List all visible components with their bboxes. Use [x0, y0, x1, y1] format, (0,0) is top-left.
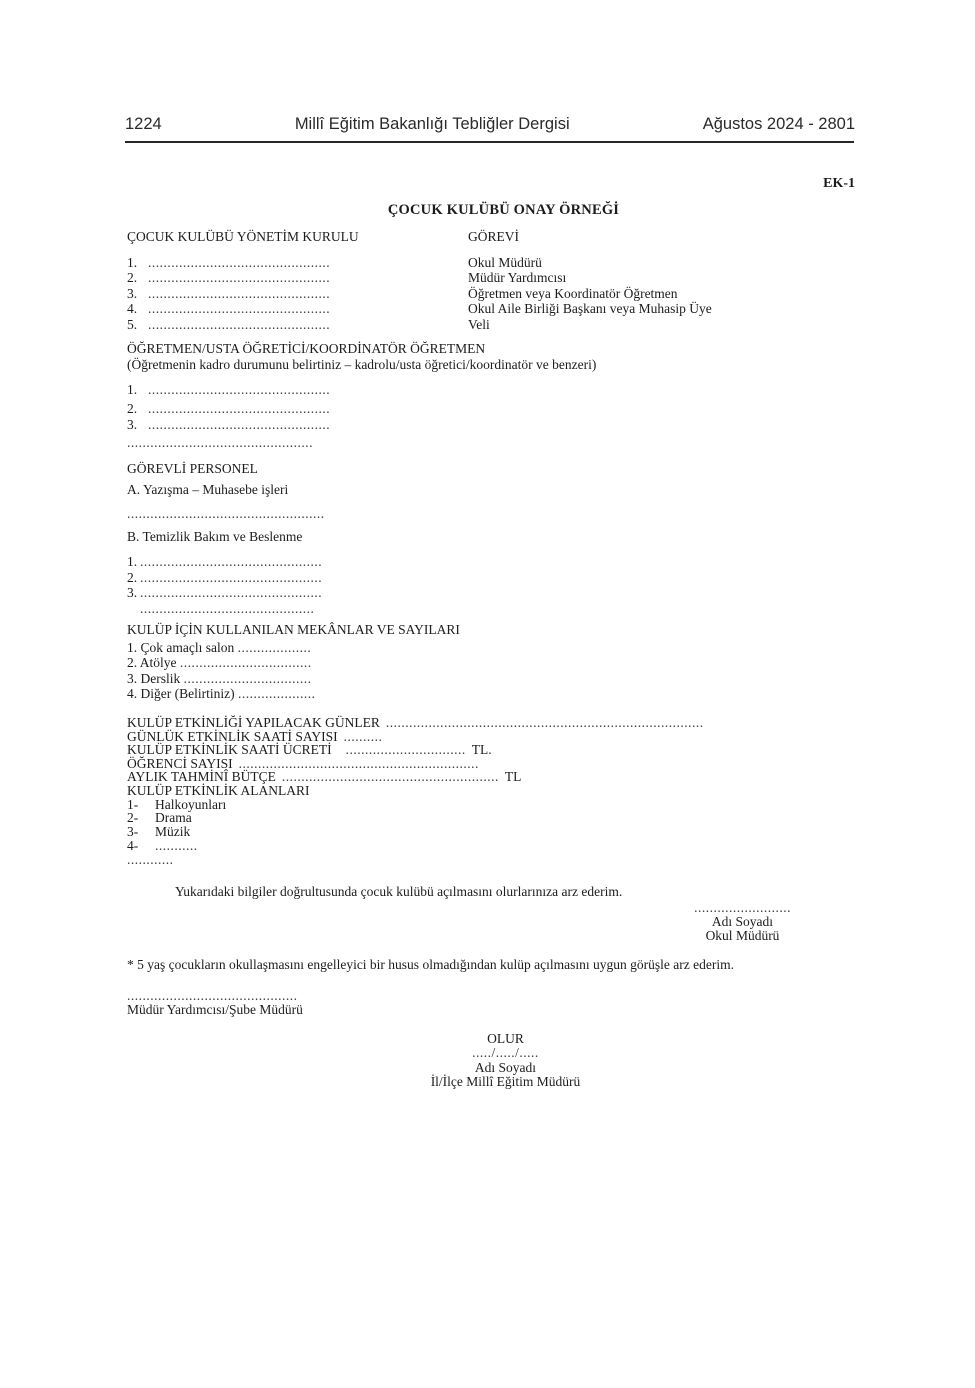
staff-section [127, 461, 857, 616]
dotted-line: ............ [127, 852, 174, 868]
venue-item [127, 655, 857, 671]
document-title: ÇOCUK KULÜBÜ ONAY ÖRNEĞİ [387, 202, 620, 218]
dotted-line: .................... [237, 686, 316, 701]
activity-area-item [127, 825, 857, 839]
detail-label: ÖĞRENCİ SAYISI [127, 755, 233, 771]
dotted-line: ............................................... [148, 285, 331, 301]
approval-name: Adı Soyadı [474, 1059, 537, 1075]
venue-item [127, 671, 857, 687]
journal-header [125, 115, 855, 134]
approval-date-line: ...../...../..... [472, 1045, 539, 1061]
dotted-line: .......... [343, 728, 383, 744]
approval-block [0, 1032, 975, 1090]
dotted-line: ................................................ [127, 435, 313, 450]
dotted-line: .................................. [179, 655, 312, 670]
signature-title: Okul Müdürü [705, 928, 780, 943]
detail-label: KULÜP ETKİNLİK SAATİ ÜCRETİ [127, 742, 332, 758]
staff-row [127, 585, 857, 601]
header-journal-title: Millî Eğitim Bakanlığı Tebliğler Dergisi [294, 115, 570, 133]
dotted-line: ............................................... [140, 554, 323, 569]
board-row [127, 301, 857, 317]
venue-label: 3. Derslik [127, 670, 181, 686]
board-row [127, 286, 857, 302]
dotted-line: ............................................... [148, 270, 331, 285]
detail-line [127, 770, 857, 784]
row-number: 1. [127, 381, 138, 397]
area-label: Halkoyunları [155, 796, 227, 812]
venue-label: 4. Diğer (Belirtiniz) [127, 686, 235, 701]
role-label: Öğretmen veya Koordinatör Öğretmen [468, 285, 678, 301]
venue-label: 1. Çok amaçlı salon [127, 639, 235, 655]
board-left-heading: ÇOCUK KULÜBÜ YÖNETİM KURULU [127, 229, 359, 244]
staff-row [127, 570, 857, 586]
row-number: 3. [127, 585, 138, 600]
dotted-line: ................................................... [127, 506, 325, 521]
row-number: 2. [127, 270, 138, 285]
dotted-line: ............................................... [140, 585, 323, 600]
row-number: 4. [127, 301, 138, 316]
dotted-line: ............................................... [148, 416, 331, 432]
principal-signature-block [655, 901, 830, 943]
dotted-line: ........................................................ [281, 769, 499, 785]
staff-row [127, 554, 857, 570]
detail-line [127, 757, 857, 771]
dotted-line: ............................................... [148, 316, 331, 332]
row-number: 4- [127, 838, 139, 854]
signature-dotted-line: ............................................ [127, 988, 298, 1003]
activity-area-item [127, 798, 857, 812]
approval-heading: OLUR [487, 1031, 524, 1046]
footnote: * 5 yaş çocukların okullaşmasını engelleyici bir husus olmadığından kulüp açılmasını uygun görüşle arz ederim. [127, 957, 734, 972]
dotted-line: ............................................... [148, 301, 331, 316]
dotted-line: ............................... [345, 742, 466, 758]
venue-label: 2. Atölye [127, 655, 177, 670]
staff-heading: GÖREVLİ PERSONEL [127, 461, 258, 476]
header-rule [125, 141, 854, 143]
dotted-line: ............................................... [148, 381, 331, 397]
header-issue: Ağustos 2024 - 2801 [702, 115, 855, 133]
dotted-line: ............................................... [148, 401, 331, 416]
role-label: Okul Aile Birliği Başkanı veya Muhasip Üye [468, 301, 712, 316]
row-number: 2. [127, 401, 138, 416]
row-number: 2. [127, 569, 138, 585]
board-row [127, 317, 857, 333]
role-label: Okul Müdürü [468, 254, 542, 270]
dotted-line: ............................................... [148, 254, 331, 270]
role-label: Müdür Yardımcısı [468, 270, 567, 285]
dotted-line: ................... [237, 639, 312, 655]
row-number: 3. [127, 416, 138, 432]
staff-item-a-label: A. Yazışma – Muhasebe işleri [127, 481, 289, 497]
activity-area-item [127, 839, 857, 853]
board-right-heading: GÖREVİ [468, 229, 519, 244]
teacher-note: (Öğretmenin kadro durumunu belirtiniz – kadrolu/usta öğretici/koordinatör ve benzeri) [127, 356, 597, 372]
dotted-line: ............................................... [140, 569, 323, 585]
approval-title: İl/İlçe Millî Eğitim Müdürü [430, 1074, 581, 1090]
dotted-line: .................................................................................. [385, 715, 704, 730]
role-label: Veli [468, 316, 490, 332]
detail-label: AYLIK TAHMİNÎ BÜTÇE [127, 769, 276, 785]
details-section [127, 716, 857, 867]
row-number: 1. [127, 554, 138, 569]
row-number: 1- [127, 796, 139, 812]
annex-label: EK-1 [823, 176, 855, 191]
staff-item-b-label: B. Temizlik Bakım ve Beslenme [127, 528, 303, 544]
signature-dotted-line: ......................... [694, 900, 791, 915]
teacher-section [127, 341, 857, 451]
row-number: 2- [127, 810, 139, 826]
dotted-line: ................................. [183, 670, 312, 686]
venue-item [127, 686, 857, 702]
detail-suffix: TL [504, 769, 522, 785]
teacher-row [127, 401, 857, 417]
row-number: 5. [127, 316, 138, 332]
dotted-line: .............................................................. [238, 755, 479, 771]
detail-suffix: TL. [471, 742, 492, 758]
row-number: 3- [127, 824, 139, 840]
detail-label: GÜNLÜK ETKİNLİK SAATİ SAYISI [127, 728, 338, 744]
signature-name: Adı Soyadı [711, 914, 774, 929]
header-page-number: 1224 [125, 115, 162, 133]
teacher-row [127, 417, 857, 433]
board-row [127, 270, 857, 286]
dotted-line: ............................................. [140, 600, 315, 616]
detail-line [127, 743, 857, 757]
venue-item [127, 640, 857, 656]
area-label: Drama [155, 810, 192, 826]
detail-line [127, 716, 857, 730]
board-row [127, 255, 857, 271]
area-label: Müzik [155, 824, 191, 840]
detail-label: KULÜP ETKİNLİĞİ YAPILACAK GÜNLER [127, 715, 380, 730]
teacher-heading: ÖĞRETMEN/USTA ÖĞRETİCİ/KOORDİNATÖR ÖĞRETMEN [127, 341, 486, 356]
board-section [127, 229, 857, 332]
activity-areas-heading: KULÜP ETKİNLİK ALANLARI [127, 782, 310, 798]
row-number: 1. [127, 254, 138, 270]
dotted-line: ........... [155, 838, 198, 854]
venues-heading: KULÜP İÇİN KULLANILAN MEKÂNLAR VE SAYILARI [127, 622, 460, 637]
deputy-signature-block [127, 989, 303, 1016]
signature-title: Müdür Yardımcısı/Şube Müdürü [127, 1001, 303, 1017]
venues-section [127, 622, 857, 702]
detail-line [127, 730, 857, 744]
row-number: 3. [127, 285, 138, 301]
activity-area-item [127, 811, 857, 825]
request-paragraph: Yukarıdaki bilgiler doğrultusunda çocuk kulübü açılmasını olurlarınıza arz ederim. [175, 884, 623, 899]
teacher-row [127, 382, 857, 398]
